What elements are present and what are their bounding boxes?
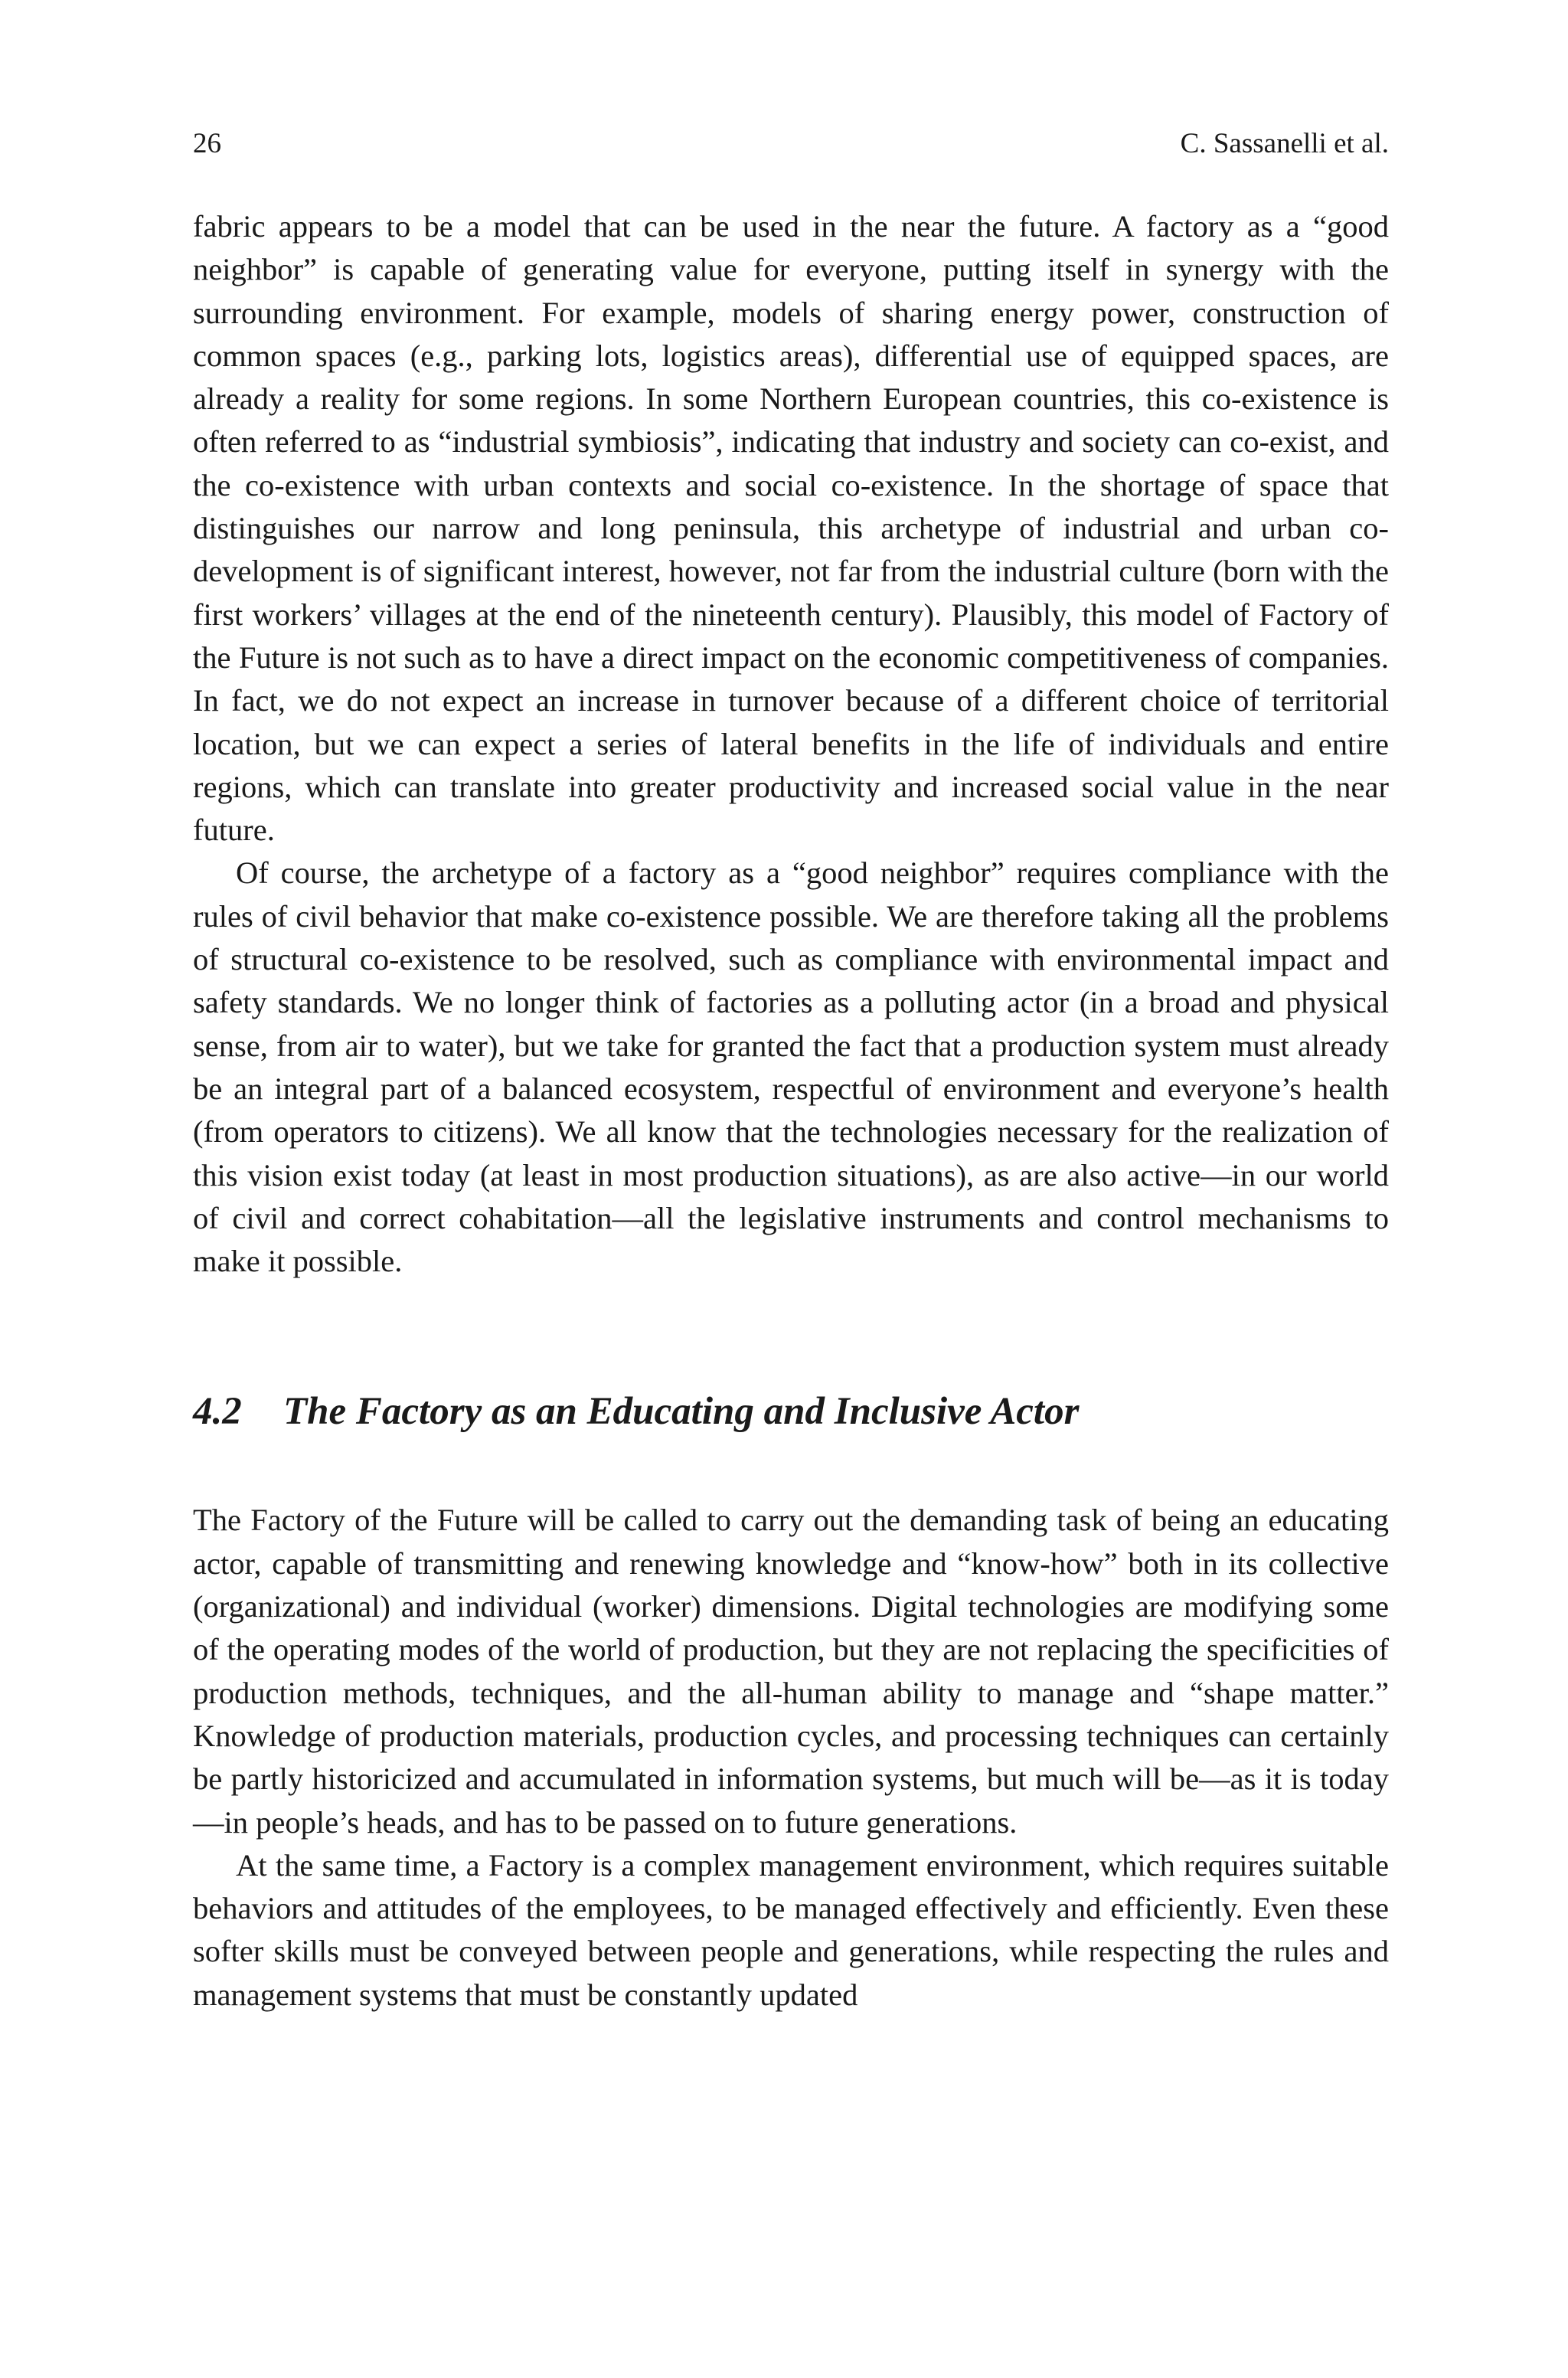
- paragraph: fabric appears to be a model that can be used in the near the future. A factory as a “good neighbor” is capable of generating value for everyone, putting itself in synergy with the surrounding environment. For example, models of sharing energy power, construction of common spaces (e.g., parking lots, logistics areas), differential use of equipped spaces, are already a reality for some regions. In some Northern European countries, this co-existence is often referred to as “industrial symbiosis”, indicating that industry and society can co-exist, and the co-existence with urban contexts and social co-existence. In the shortage of space that distinguishes our narrow and long peninsula, this archetype of industrial and urban co-development is of significant interest, however, not far from the industrial culture (born with the first workers’ villages at the end of the nineteenth century). Plausibly, this model of Factory of the Future is not such as to have a direct impact on the economic competitiveness of companies. In fact, we do not expect an increase in turnover because of a different choice of territorial location, but we can expect a series of lateral benefits in the life of individuals and entire regions, which can translate into greater productivity and increased social value in the near future.: [193, 209, 1389, 848]
- section-number: 4.2: [193, 1390, 242, 1434]
- running-author: C. Sassanelli et al.: [1180, 128, 1389, 159]
- section-heading: [193, 1389, 1389, 1434]
- paragraph: The Factory of the Future will be called to carry out the demanding task of being an educating actor, capable of transmitting and renewing knowledge and “know-how” both in its collective (organizational) and individual (worker) dimensions. Digital technologies are modifying some of the operating modes of the world of production, but they are not replacing the specificities of production methods, techniques, and the all-human ability to manage and “shape matter.” Knowledge of production materials, production cycles, and processing techniques can certainly be partly historicized and accumulated in information systems, but much will be—as it is today—in people’s heads, and has to be passed on to future generations.: [193, 1503, 1389, 1840]
- section-title: The Factory as an Educating and Inclusive Actor: [283, 1390, 1080, 1434]
- paragraph: At the same time, a Factory is a complex management environment, which requires suitable behaviors and attitudes of the employees, to be managed effectively and efficiently. Even these softer skills must be conveyed between people and generations, while respecting the rules and management systems that must be constantly updated: [193, 1847, 1389, 2012]
- page: [193, 115, 1389, 2017]
- body-text: [193, 205, 1389, 2017]
- running-head: [193, 115, 1389, 161]
- paragraph: Of course, the archetype of a factory as a “good neighbor” requires compliance with the rules of civil behavior that make co-existence possible. We are therefore taking all the problems of structural co-existence to be resolved, such as compliance with environmental impact and safety standards. We no longer think of factories as a polluting actor (in a broad and physical sense, from air to water), but we take for granted the fact that a production system must already be an integral part of a balanced ecosystem, respectful of environment and everyone’s health (from operators to citizens). We all know that the technologies necessary for the realization of this vision exist today (at least in most production situations), as are also active—in our world of civil and correct cohabitation—all the legislative instruments and control mechanisms to make it possible.: [193, 855, 1389, 1279]
- page-number: 26: [193, 128, 221, 159]
